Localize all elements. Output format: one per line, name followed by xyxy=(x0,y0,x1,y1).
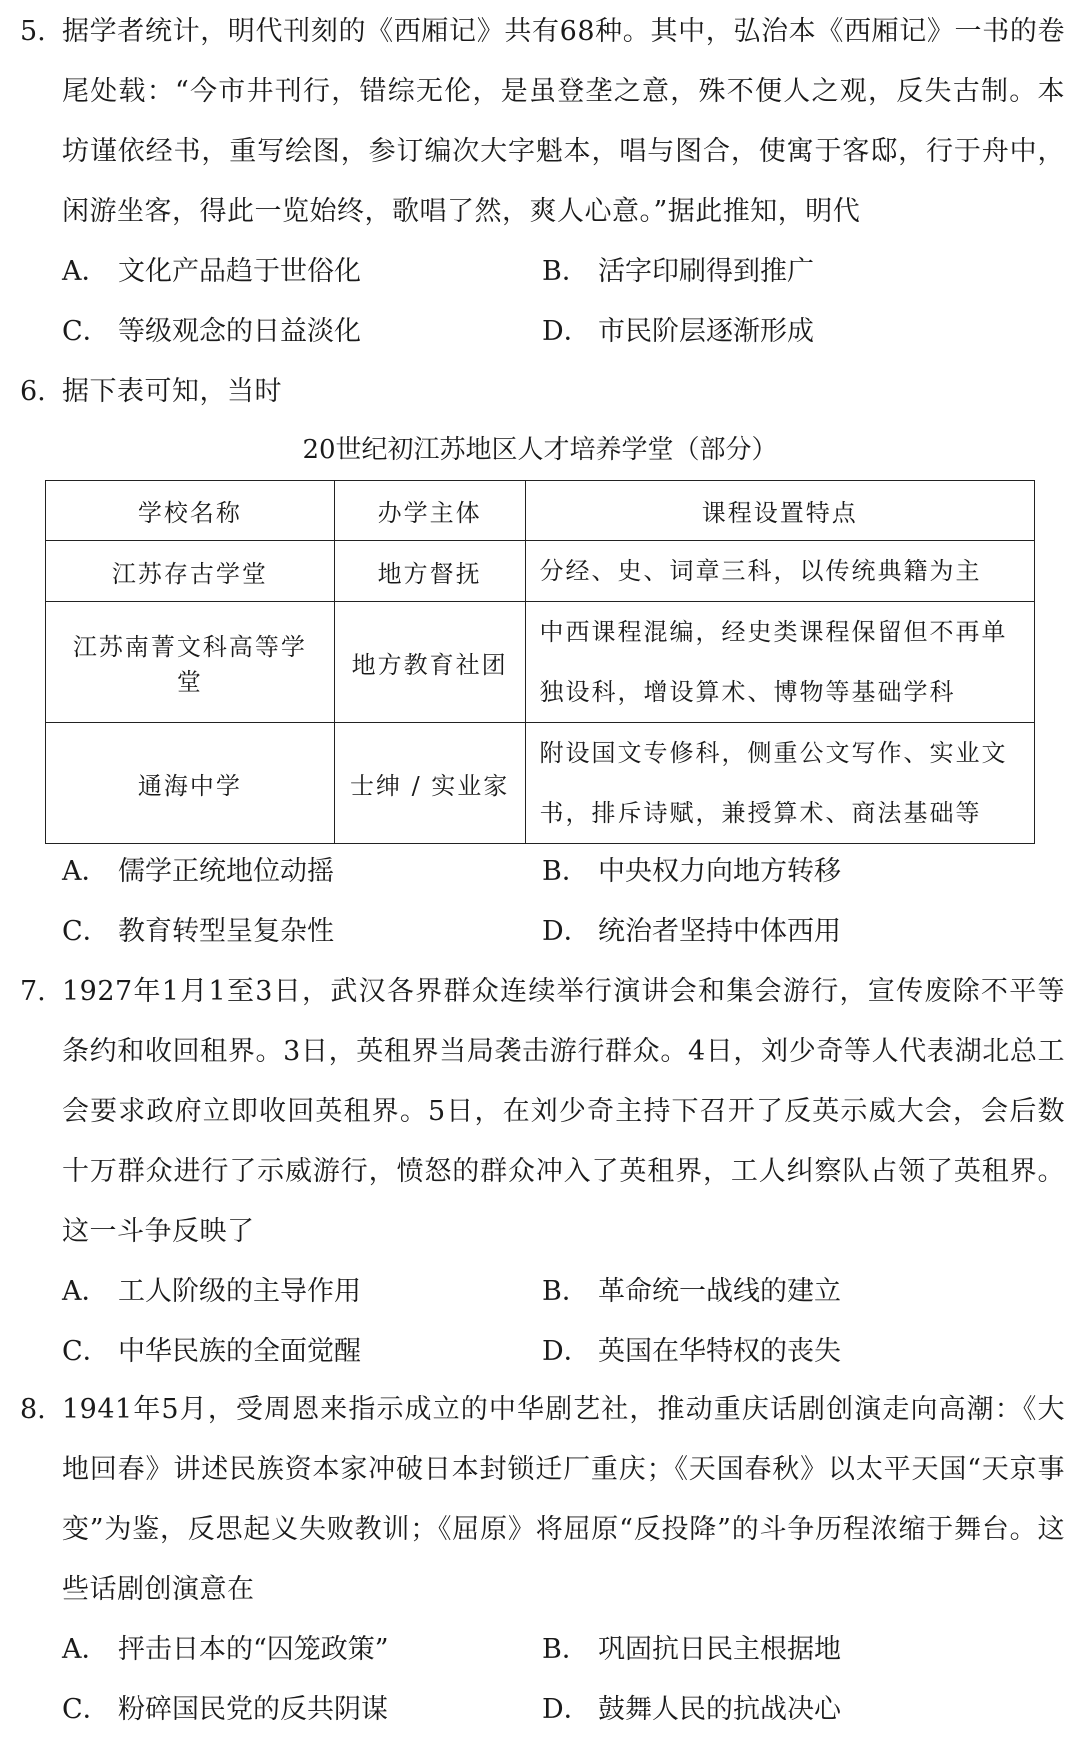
option-text: 活字印刷得到推广 xyxy=(598,256,814,287)
option-c[interactable] xyxy=(62,302,542,362)
option-text: 粉碎国民党的反共阴谋 xyxy=(118,1694,388,1725)
table-cell: 通海中学 xyxy=(46,723,335,844)
option-text: 中央权力向地方转移 xyxy=(598,856,841,887)
option-b[interactable] xyxy=(542,842,1022,902)
option-letter: B． xyxy=(542,1276,589,1307)
option-letter: D． xyxy=(542,1336,591,1367)
question-5 xyxy=(20,2,1065,362)
question-number: 5. xyxy=(20,16,46,47)
option-c[interactable] xyxy=(62,1322,542,1382)
option-b[interactable] xyxy=(542,1262,1022,1322)
question-6 xyxy=(20,362,1065,422)
table-cell: 地方督抚 xyxy=(334,541,525,602)
table-cell: 中西课程混编，经史类课程保留但不再单独设科，增设算术、博物等基础学科 xyxy=(525,602,1034,723)
option-text: 市民阶层逐渐形成 xyxy=(598,316,814,347)
schools-table xyxy=(45,480,1035,844)
option-d[interactable] xyxy=(542,902,1022,962)
option-text: 教育转型呈复杂性 xyxy=(118,916,334,947)
option-a[interactable] xyxy=(62,242,542,302)
question-stem: 1927年1月1至3日，武汉各界群众连续举行演讲会和集会游行，宣传废除不平等条约和收回租界。3日，英租界当局袭击游行群众。4日，刘少奇等人代表湖北总工会要求政府立即收回英租界。5日，在刘少奇主持下召开了反英示威大会，会后数十万群众进行了示威游行，愤怒的群众冲入了英租界，工人纠察队占领了英租界。这一斗争反映了 xyxy=(62,976,1065,1247)
table-cell: 江苏南菁文科高等学堂 xyxy=(46,602,335,723)
question-number: 8. xyxy=(20,1394,46,1425)
option-text: 等级观念的日益淡化 xyxy=(118,316,361,347)
option-letter: D． xyxy=(542,916,591,947)
option-a[interactable] xyxy=(62,1620,542,1680)
option-text: 儒学正统地位动摇 xyxy=(118,856,334,887)
option-text: 革命统一战线的建立 xyxy=(598,1276,841,1307)
table-cell: 地方教育社团 xyxy=(334,602,525,723)
answer-options xyxy=(62,842,1065,962)
option-d[interactable] xyxy=(542,1680,1022,1740)
option-letter: A． xyxy=(62,1276,109,1307)
table-header-cell: 办学主体 xyxy=(334,481,525,541)
option-letter: A． xyxy=(62,1634,109,1665)
table-cell: 江苏存古学堂 xyxy=(46,541,335,602)
table-row xyxy=(46,723,1035,844)
option-letter: C． xyxy=(62,1336,110,1367)
option-letter: A． xyxy=(62,856,109,887)
table-header-cell: 学校名称 xyxy=(46,481,335,541)
question-number: 7. xyxy=(20,976,46,1007)
option-letter: D． xyxy=(542,1694,591,1725)
question-stem: 据下表可知，当时 xyxy=(62,376,282,407)
option-text: 鼓舞人民的抗战决心 xyxy=(598,1694,841,1725)
answer-options xyxy=(62,242,1065,362)
question-8 xyxy=(20,1380,1065,1740)
table-row xyxy=(46,602,1035,723)
option-d[interactable] xyxy=(542,1322,1022,1382)
table-row xyxy=(46,541,1035,602)
table-cell: 士绅 / 实业家 xyxy=(334,723,525,844)
option-text: 文化产品趋于世俗化 xyxy=(118,256,361,287)
question-7 xyxy=(20,962,1065,1382)
question-stem: 据学者统计，明代刊刻的《西厢记》共有68种。其中，弘治本《西厢记》一书的卷尾处载：“今市井刊行，错综无伦，是虽登垄之意，殊不便人之观，反失古制。本坊谨依经书，重写绘图，参订编次大字魁本，唱与图合，使寓于客邸，行于舟中，闲游坐客，得此一览始终，歌唱了然，爽人心意。”据此推知，明代 xyxy=(62,16,1065,227)
table-header-row xyxy=(46,481,1035,541)
option-letter: A． xyxy=(62,256,109,287)
option-letter: C． xyxy=(62,316,110,347)
option-letter: C． xyxy=(62,1694,110,1725)
option-text: 英国在华特权的丧失 xyxy=(598,1336,841,1367)
option-letter: C． xyxy=(62,916,110,947)
option-letter: B． xyxy=(542,1634,589,1665)
option-text: 工人阶级的主导作用 xyxy=(118,1276,361,1307)
table-header-cell: 课程设置特点 xyxy=(525,481,1034,541)
answer-options xyxy=(62,1262,1065,1382)
option-c[interactable] xyxy=(62,902,542,962)
option-d[interactable] xyxy=(542,302,1022,362)
option-letter: B． xyxy=(542,256,589,287)
option-b[interactable] xyxy=(542,242,1022,302)
question-number: 6. xyxy=(20,376,46,407)
option-letter: B． xyxy=(542,856,589,887)
option-c[interactable] xyxy=(62,1680,542,1740)
table-cell: 分经、史、词章三科，以传统典籍为主 xyxy=(525,541,1034,602)
table-cell: 附设国文专修科，侧重公文写作、实业文书，排斥诗赋，兼授算术、商法基础等 xyxy=(525,723,1034,844)
option-text: 统治者坚持中体西用 xyxy=(598,916,841,947)
question-6-options xyxy=(20,842,1065,962)
question-stem: 1941年5月，受周恩来指示成立的中华剧艺社，推动重庆话剧创演走向高潮：《大地回春》讲述民族资本家冲破日本封锁迁厂重庆；《天国春秋》以太平天国“天京事变”为鉴，反思起义失败教训；《屈原》将屈原“反投降”的斗争历程浓缩于舞台。这些话剧创演意在 xyxy=(62,1394,1065,1605)
option-a[interactable] xyxy=(62,842,542,902)
answer-options xyxy=(62,1620,1065,1740)
option-b[interactable] xyxy=(542,1620,1022,1680)
option-text: 巩固抗日民主根据地 xyxy=(598,1634,841,1665)
option-text: 抨击日本的“囚笼政策” xyxy=(118,1634,389,1665)
option-letter: D． xyxy=(542,316,591,347)
table-caption: 20世纪初江苏地区人才培养学堂（部分） xyxy=(302,435,778,465)
option-text: 中华民族的全面觉醒 xyxy=(118,1336,361,1367)
option-a[interactable] xyxy=(62,1262,542,1322)
